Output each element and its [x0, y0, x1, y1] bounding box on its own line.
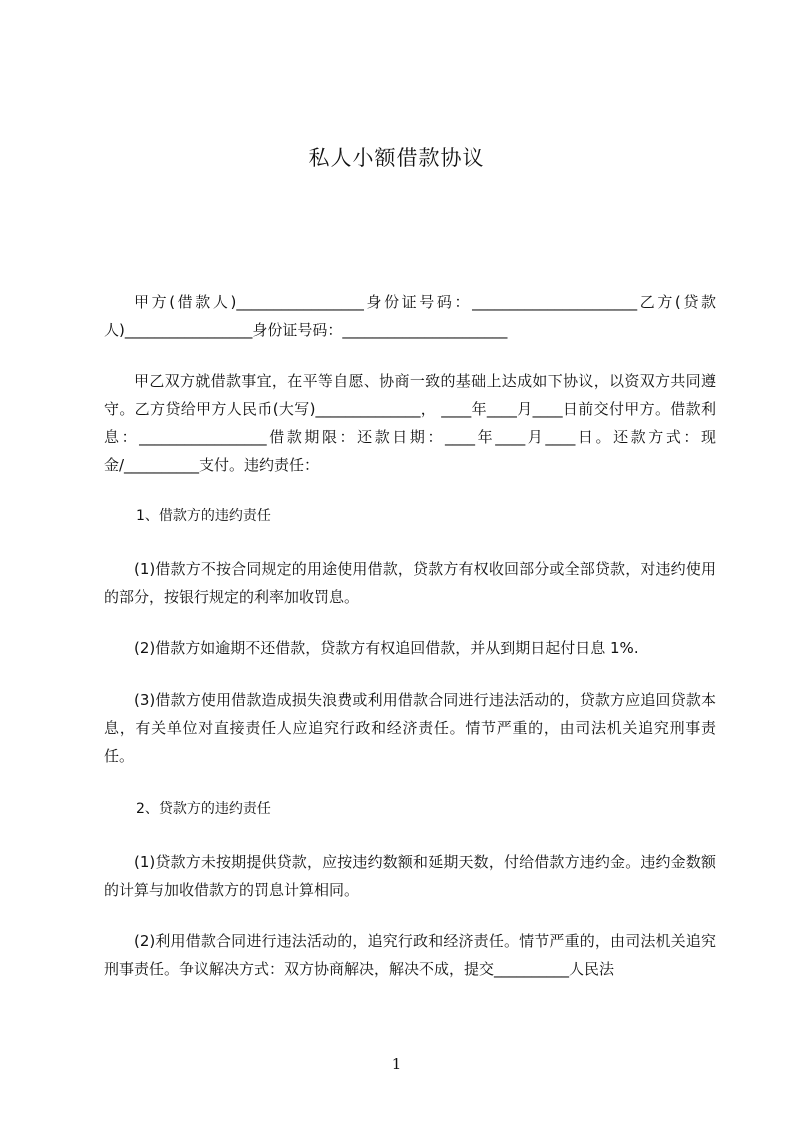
borrower-clause-1: (1)借款方不按合同规定的用途使用借款，贷款方有权收回部分或全部贷款，对违约使用的部分，按银行规定的利率加收罚息。	[104, 560, 716, 606]
lender-liability-heading: 2、贷款方的违约责任	[136, 801, 271, 817]
document-title: 私人小额借款协议	[308, 146, 485, 170]
borrower-clause-2: (2)借款方如逾期不还借款，贷款方有权追回借款，并从到期日起付日息 1%.	[134, 639, 639, 657]
lender-clause-2: (2)利用借款合同进行违法活动的，追究行政和经济责任。情节严重的，由司法机关追究刑事责任。争议解决方式：双方协商解决，解决不成，提交__________人民法	[104, 932, 716, 978]
borrower-liability-heading: 1、借款方的违约责任	[136, 508, 271, 524]
lender-clause-1: (1)贷款方未按期提供贷款，应按违约数额和延期天数，付给借款方违约金。违约金数额的计算与加收借款方的罚息计算相同。	[104, 853, 716, 899]
party-info-paragraph: 甲方(借款人)_________________身份证号码：______________________乙方(贷款人)_________________身份证号码：______________________	[104, 293, 716, 339]
loan-terms-paragraph: 甲乙双方就借款事宜，在平等自愿、协商一致的基础上达成如下协议，以资双方共同遵守。乙方贷给甲方人民币(大写)______________， ____年____月____日前交付甲方。借款利息：_________________借款期限：还款日期：____年____月____日。还款方式：现金/__________支付。违约责任：	[104, 372, 716, 474]
page-number: 1	[391, 1055, 402, 1073]
borrower-clause-3: (3)借款方使用借款造成损失浪费或利用借款合同进行违法活动的，贷款方应追回贷款本息，有关单位对直接责任人应追究行政和经济责任。情节严重的，由司法机关追究刑事责任。	[104, 691, 716, 765]
